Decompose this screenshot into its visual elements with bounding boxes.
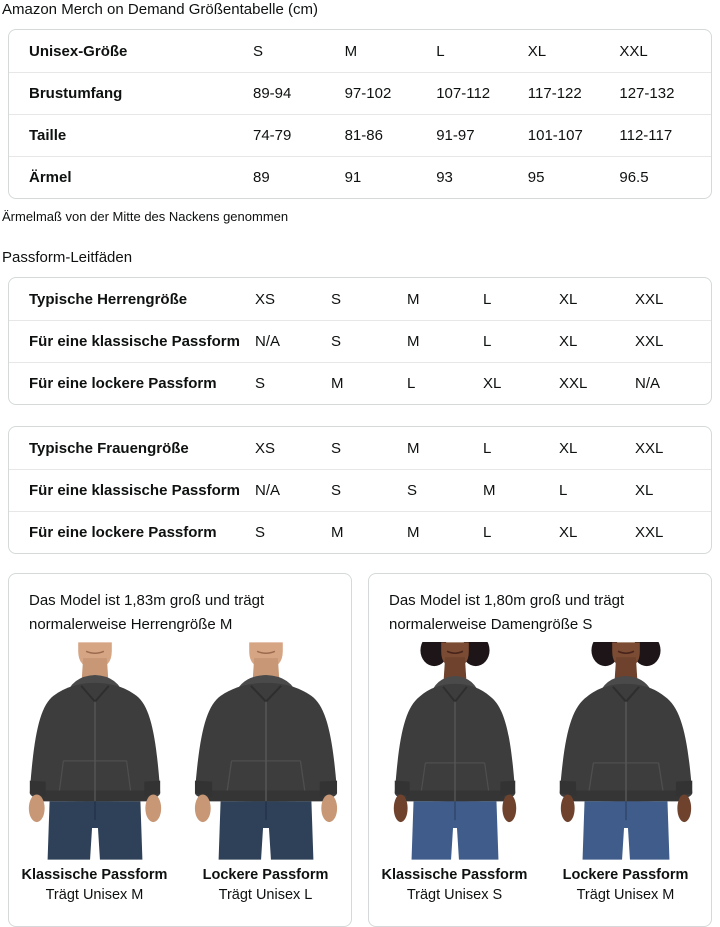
cell: S bbox=[255, 524, 266, 541]
cell: 97-102 bbox=[344, 85, 392, 102]
photo-loose-fit bbox=[180, 642, 351, 903]
row-label: Typische Frauengröße bbox=[29, 439, 189, 457]
model-card-title: Das Model ist 1,83m groß und trägt normalerweise Herrengröße M bbox=[29, 592, 265, 633]
size-table bbox=[8, 29, 712, 199]
model-photo-male-loose bbox=[187, 642, 345, 860]
size-label: Trägt Unisex M bbox=[576, 887, 675, 903]
cell: XL bbox=[559, 333, 578, 350]
model-card-title: Das Model ist 1,80m groß und trägt normalerweise Damengröße S bbox=[389, 592, 625, 633]
cell: S bbox=[331, 333, 342, 350]
table-row bbox=[9, 278, 711, 320]
table-row bbox=[9, 320, 711, 362]
table-row bbox=[9, 427, 711, 469]
fit-label: Lockere Passform bbox=[202, 867, 329, 883]
fit-guides-heading: Passform-Leitfäden bbox=[2, 249, 133, 266]
model-card-women bbox=[368, 573, 712, 927]
cell: S bbox=[331, 482, 342, 499]
cell: M bbox=[331, 375, 344, 392]
cell: L bbox=[436, 42, 445, 60]
model-cards bbox=[8, 573, 712, 927]
cell: XL bbox=[483, 375, 502, 392]
cell: 89-94 bbox=[253, 85, 292, 102]
row-label: Ärmel bbox=[29, 169, 72, 186]
table-row bbox=[9, 156, 711, 198]
cell: S bbox=[331, 439, 342, 457]
cell: XL bbox=[559, 439, 578, 457]
cell: 101-107 bbox=[527, 127, 583, 144]
table-row bbox=[9, 469, 711, 511]
cell: M bbox=[344, 42, 358, 60]
row-label: Brustumfang bbox=[29, 85, 123, 102]
row-label: Für eine klassische Passform bbox=[29, 333, 240, 350]
model-photo-female-loose bbox=[547, 642, 705, 860]
size-label: Trägt Unisex S bbox=[406, 887, 503, 903]
row-label: Für eine klassische Passform bbox=[29, 482, 240, 499]
cell: 112-117 bbox=[619, 127, 673, 144]
fit-label: Lockere Passform bbox=[562, 867, 689, 883]
size-label: Trägt Unisex M bbox=[45, 887, 144, 903]
cell: S bbox=[331, 290, 342, 308]
cell: XL bbox=[559, 290, 578, 308]
cell: XXL bbox=[635, 439, 664, 457]
cell: 93 bbox=[436, 169, 453, 186]
cell: N/A bbox=[255, 333, 281, 350]
cell: XXL bbox=[635, 290, 664, 308]
cell: L bbox=[407, 375, 416, 392]
table-row bbox=[9, 362, 711, 404]
photo-classic-fit bbox=[9, 642, 180, 903]
row-label: Für eine lockere Passform bbox=[29, 524, 217, 541]
cell: N/A bbox=[635, 375, 661, 392]
table-row bbox=[9, 114, 711, 156]
cell: L bbox=[483, 333, 492, 350]
cell: 91 bbox=[344, 169, 362, 186]
cell: XXL bbox=[635, 333, 664, 350]
cell: XXL bbox=[635, 524, 664, 541]
cell: XXL bbox=[559, 375, 588, 392]
table-row bbox=[9, 30, 711, 72]
photo-loose-fit bbox=[540, 642, 711, 903]
cell: L bbox=[483, 524, 492, 541]
model-photo-female-classic bbox=[376, 642, 534, 860]
row-label: Unisex-Größe bbox=[29, 42, 128, 60]
cell: M bbox=[331, 524, 344, 541]
cell: N/A bbox=[255, 482, 281, 499]
fit-label: Klassische Passform bbox=[381, 867, 528, 883]
cell: M bbox=[407, 524, 420, 541]
cell: XL bbox=[635, 482, 654, 499]
table-row bbox=[9, 72, 711, 114]
cell: XXL bbox=[619, 42, 648, 60]
cell: M bbox=[407, 333, 420, 350]
cell: 107-112 bbox=[436, 85, 491, 102]
cell: M bbox=[407, 290, 420, 308]
cell: XS bbox=[255, 290, 276, 308]
page-title: Amazon Merch on Demand Größentabelle (cm) bbox=[2, 1, 318, 18]
cell: XL bbox=[559, 524, 578, 541]
model-photos bbox=[369, 642, 711, 903]
row-label: Taille bbox=[29, 127, 67, 144]
fit-table-women bbox=[8, 426, 712, 554]
photo-classic-fit bbox=[369, 642, 540, 903]
cell: L bbox=[559, 482, 568, 499]
row-label: Für eine lockere Passform bbox=[29, 375, 217, 392]
model-photos bbox=[9, 642, 351, 903]
cell: 117-122 bbox=[527, 85, 582, 102]
model-photo-male-classic bbox=[16, 642, 174, 860]
table-row bbox=[9, 511, 711, 553]
fit-table-men bbox=[8, 277, 712, 405]
cell: 91-97 bbox=[436, 127, 475, 144]
cell: S bbox=[407, 482, 418, 499]
cell: L bbox=[483, 290, 492, 308]
size-label: Trägt Unisex L bbox=[218, 887, 313, 903]
cell: XL bbox=[527, 42, 547, 60]
cell: 81-86 bbox=[344, 127, 383, 144]
cell: 89 bbox=[253, 169, 270, 186]
fit-label: Klassische Passform bbox=[21, 867, 168, 883]
cell: M bbox=[483, 482, 496, 499]
row-label: Typische Herrengröße bbox=[29, 290, 188, 308]
model-card-men bbox=[8, 573, 352, 927]
sleeve-measure-note: Ärmelmaß von der Mitte des Nackens genommen bbox=[2, 209, 289, 224]
cell: S bbox=[253, 42, 264, 60]
cell: L bbox=[483, 439, 492, 457]
cell: 96.5 bbox=[619, 169, 649, 186]
cell: 74-79 bbox=[253, 127, 292, 144]
cell: M bbox=[407, 439, 420, 457]
cell: 127-132 bbox=[619, 85, 675, 102]
cell: 95 bbox=[527, 169, 545, 186]
cell: XS bbox=[255, 439, 276, 457]
cell: S bbox=[255, 375, 266, 392]
